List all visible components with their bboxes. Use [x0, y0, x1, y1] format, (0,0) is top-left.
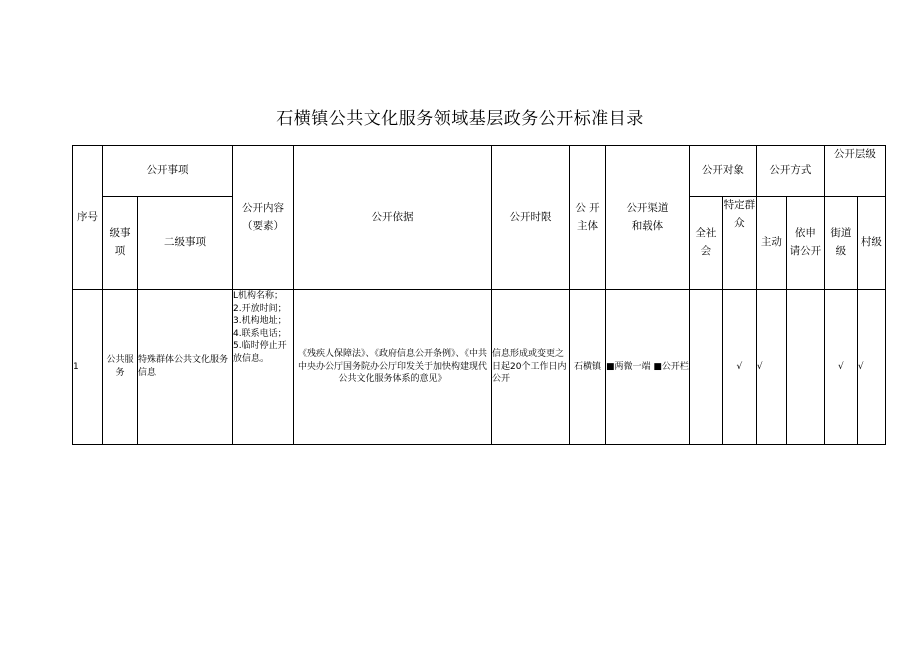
header-seq: 序号	[73, 146, 103, 290]
header-basis: 公开依据	[294, 146, 492, 290]
header-tier-village: 村级	[857, 197, 885, 290]
header-method: 公开方式	[756, 146, 824, 197]
header-content: 公开内容 （要素）	[233, 146, 294, 290]
cell-tier-street-check: √	[824, 290, 857, 445]
table-row	[73, 290, 886, 445]
page-title: 石横镇公共文化服务领域基层政务公开标准目录	[276, 109, 644, 129]
header-target: 公开对象	[689, 146, 756, 197]
cell-method-request	[786, 290, 824, 445]
header-channel: 公开渠道 和载体	[606, 146, 690, 290]
cell-tier-village-check: √	[857, 290, 885, 445]
header-target-specific: 特定群 众	[722, 197, 756, 290]
header-tier: 公开层级	[824, 146, 885, 197]
header-time-limit: 公开时限	[492, 146, 570, 290]
cell-subject: 石横镇	[570, 290, 606, 445]
cell-target-specific-check: √	[722, 290, 756, 445]
header-method-request: 依申 请公开	[786, 197, 824, 290]
header-level2: 二级事项	[138, 197, 233, 290]
header-subject: 公 开 主体	[570, 146, 606, 290]
cell-seq: 1	[73, 290, 103, 445]
header-tier-street: 街道 级	[824, 197, 857, 290]
header-method-active: 主动	[756, 197, 786, 290]
cell-time-limit: 信息形成或变更之日起20个工作日内公开	[492, 290, 570, 445]
cell-basis: 《残疾人保障法》、《政府信息公开条例》、《中共中央办公厅国务院办公厅印发关于加快构建现代公共文化服务体系的意见》	[294, 290, 492, 445]
cell-content: L机构名称； 2.开放时间； 3.机构地址； 4.联系电话； 5.临时停止开放信息。	[233, 290, 294, 445]
cell-target-all	[689, 290, 722, 445]
cell-level2: 特殊群体公共文化服务信息	[138, 290, 233, 445]
cell-level1: 公共服 务	[103, 290, 138, 445]
cell-method-active-check: √	[756, 290, 786, 445]
catalog-table	[72, 145, 886, 445]
header-row-top	[73, 146, 886, 197]
header-level1: 级事 项	[103, 197, 138, 290]
cell-channel: ■两微一端 ■公开栏	[606, 290, 690, 445]
header-target-all: 全社 会	[689, 197, 722, 290]
header-matter: 公开事项	[103, 146, 233, 197]
